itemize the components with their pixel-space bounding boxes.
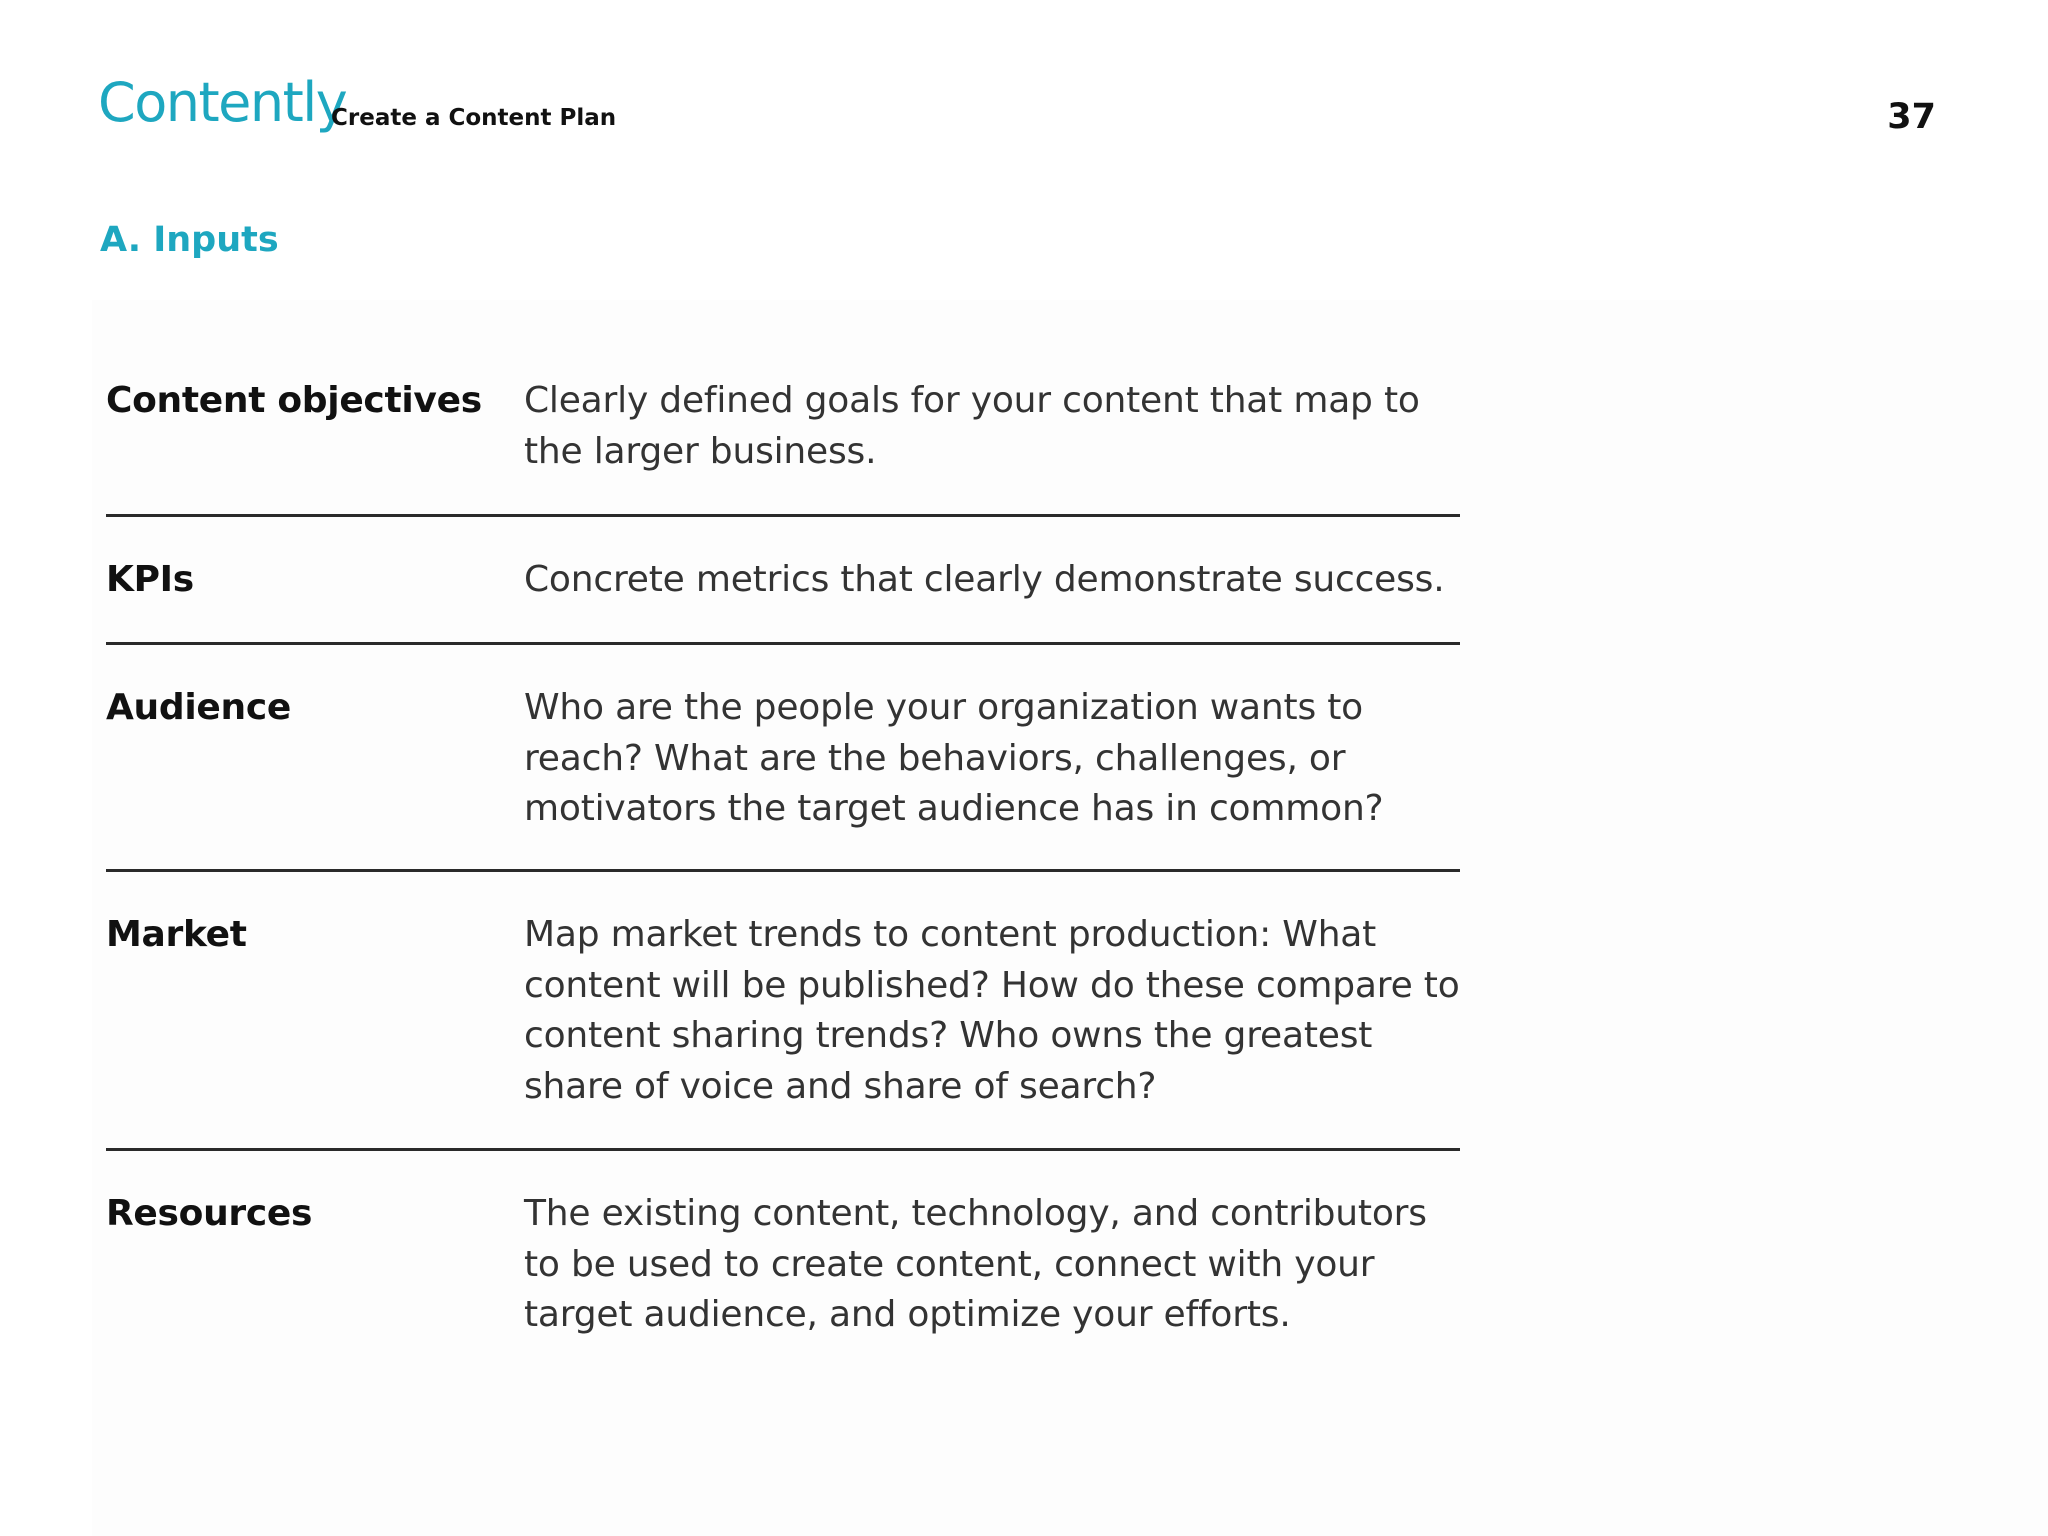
input-definition: Map market trends to content production: What content will be published? How do these compare to content sharing trends? Who owns the greatest share of voice and share of search? [524, 914, 1460, 1107]
input-row-resources [106, 1151, 1460, 1335]
section-heading: A. Inputs [100, 220, 279, 260]
input-definition: The existing content, technology, and contributors to be used to create content, connect with your target audience, and optimize your efforts. [524, 1193, 1427, 1335]
input-definition: Who are the people your organization wants to reach? What are the behaviors, challenges, or motivators the target audience has in common? [524, 687, 1384, 829]
contently-logo: Contently [98, 71, 347, 134]
page-number: 37 [1887, 97, 1936, 137]
input-term: Audience [106, 687, 292, 728]
input-row-market [106, 872, 1460, 1151]
input-definition: Concrete metrics that clearly demonstrate success. [524, 559, 1445, 600]
input-definition: Clearly defined goals for your content that map to the larger business. [524, 380, 1420, 472]
input-row-content-objectives [106, 376, 1460, 517]
input-row-kpis [106, 517, 1460, 645]
input-term: Market [106, 914, 247, 955]
inputs-table [106, 376, 1460, 1335]
input-term: KPIs [106, 559, 194, 600]
input-term: Content objectives [106, 380, 482, 421]
page-header [0, 0, 2048, 160]
document-title: Create a Content Plan [331, 105, 617, 131]
input-term: Resources [106, 1193, 313, 1234]
input-row-audience [106, 645, 1460, 872]
